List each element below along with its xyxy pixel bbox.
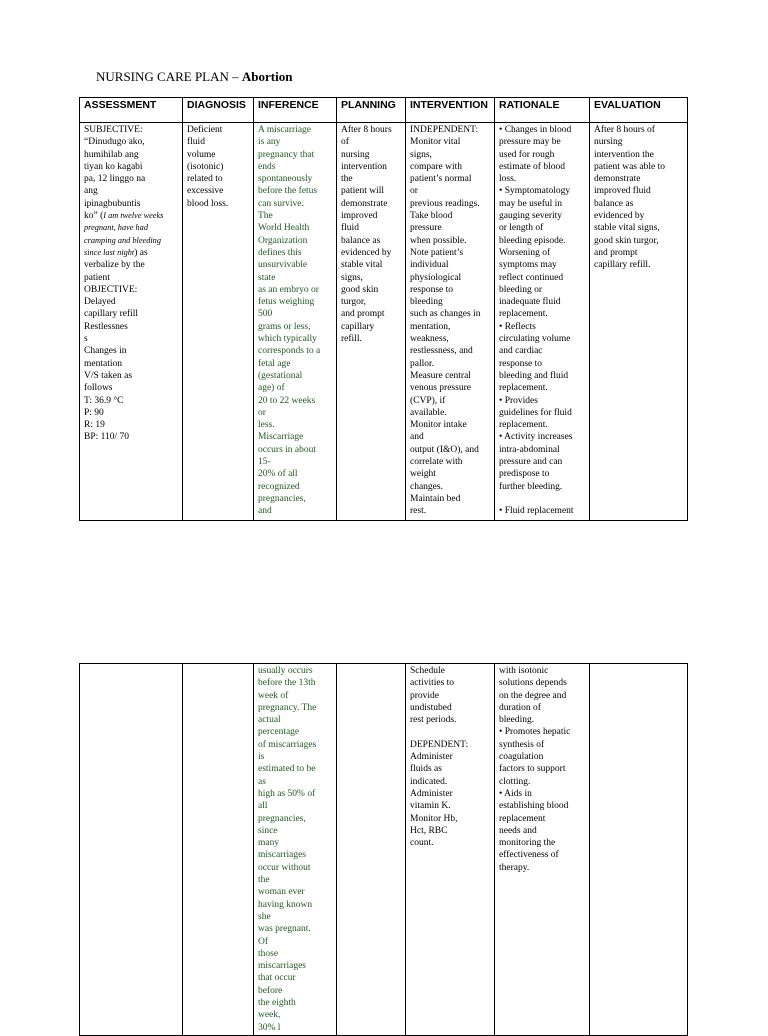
evaluation-cell bbox=[590, 664, 688, 1036]
inference-text: usually occurs before the 13th week of pregnancy. The actual percentage of miscarriages is estimated to be as high as 50% of all pregnancies, since many miscarriages occur without the woman ever having known she was pregnant. Of those miscarriages that occur before the eighth week, 30% l bbox=[258, 666, 317, 1033]
header-diagnosis: DIAGNOSIS bbox=[183, 98, 254, 123]
evaluation-text: After 8 hours of nursing intervention the patient was able to demonstrate improved fluid balance as evidenced by stable vital signs, good skin turgor, and prompt capillary refill. bbox=[594, 125, 665, 271]
assessment-objective: ) as verbalize by the patient OBJECTIVE: Delayed capillary refill Restlessnes s Changes in mentation V/S taken as follows T: 36.9 °C P: 90 R: 19 BP: 110/ 70 bbox=[84, 247, 148, 443]
intervention-cell bbox=[406, 123, 495, 521]
header-intervention: INTERVENTION bbox=[406, 98, 495, 123]
planning-cell bbox=[337, 123, 406, 521]
care-plan-table-page-1 bbox=[79, 97, 688, 521]
intervention-text: Schedule activities to provide undistubed rest periods. DEPENDENT: Administer fluids as indicated. Administer vitamin K. Monitor Hb, Hct, RBC count. bbox=[410, 666, 469, 849]
inference-cell bbox=[254, 123, 337, 521]
care-plan-table-page-2 bbox=[79, 663, 688, 1036]
header-assessment: ASSESSMENT bbox=[80, 98, 183, 123]
evaluation-cell bbox=[590, 123, 688, 521]
page-title bbox=[96, 68, 292, 86]
title-topic: Abortion bbox=[241, 69, 293, 84]
planning-cell bbox=[337, 664, 406, 1036]
planning-text: After 8 hours of nursing intervention the patient will demonstrate improved fluid balance as evidenced by stable vital signs, good skin turgor, and prompt capillary refill. bbox=[341, 125, 392, 345]
header-inference: INFERENCE bbox=[254, 98, 337, 123]
title-main: NURSING CARE PLAN – bbox=[96, 69, 242, 84]
rationale-text: • Changes in blood pressure may be used for rough estimate of blood loss. • Symptomatology may be useful in gauging severity or length of bleeding episode. Worsening of symptoms may reflect continued bleeding or inadequate fluid replacement. • Reflects circulating volume and cardiac response to bleeding and fluid replacement. • Provides guidelines for fluid replacement. • Activity increases intra-abdominal pressure and can predispose to further bleeding. • Fluid replacement bbox=[499, 125, 574, 517]
rationale-cell bbox=[495, 664, 590, 1036]
header-evaluation: EVALUATION bbox=[590, 98, 688, 123]
intervention-cell bbox=[406, 664, 495, 1036]
table-row bbox=[80, 123, 688, 521]
assessment-translation: I am twelve weeks pregnant, have had cramping and bleeding since last night bbox=[84, 211, 164, 257]
header-rationale: RATIONALE bbox=[495, 98, 590, 123]
inference-text: A miscarriage is any pregnancy that ends spontaneously before the fetus can survive. The World Health Organization defines this unsurvivable state as an embryo or fetus weighing 500 grams or less, which typically corresponds to a fetal age (gestational age) of 20 to 22 weeks or less. Miscarriage occurs in about 15- 20% of all recognized pregnancies, and bbox=[258, 125, 321, 517]
table-row bbox=[80, 664, 688, 1036]
rationale-cell bbox=[495, 123, 590, 521]
diagnosis-text: Deficient fluid volume (isotonic) related to excessive blood loss. bbox=[187, 125, 229, 209]
inference-cell bbox=[254, 664, 337, 1036]
assessment-subjective: SUBJECTIVE: “Dinudugo ako, humihilab ang tiyan ko kagabi pa, 12 linggo na ang ipinagbubuntis ko” ( bbox=[84, 125, 146, 222]
assessment-text bbox=[84, 124, 178, 444]
assessment-cell bbox=[80, 123, 183, 521]
intervention-text: INDEPENDENT: Monitor vital signs, compare with patient’s normal or previous readings. Take blood pressure when possible. Note patient’s individual physiological response to bleeding such as changes in mentation, weakness, restlessness, and pallor. Measure central venous pressure (CVP), if available. Monitor intake and output (I&O), and correlate with weight changes. Maintain bed rest. bbox=[410, 125, 481, 517]
diagnosis-cell bbox=[183, 664, 254, 1036]
header-planning: PLANNING bbox=[337, 98, 406, 123]
rationale-text: with isotonic solutions depends on the degree and duration of bleeding. • Promotes hepatic synthesis of coagulation factors to support clotting. • Aids in establishing blood replacement needs and monitoring the effectiveness of therapy. bbox=[499, 666, 571, 873]
assessment-cell bbox=[80, 664, 183, 1036]
table-header-row bbox=[80, 98, 688, 123]
diagnosis-cell bbox=[183, 123, 254, 521]
